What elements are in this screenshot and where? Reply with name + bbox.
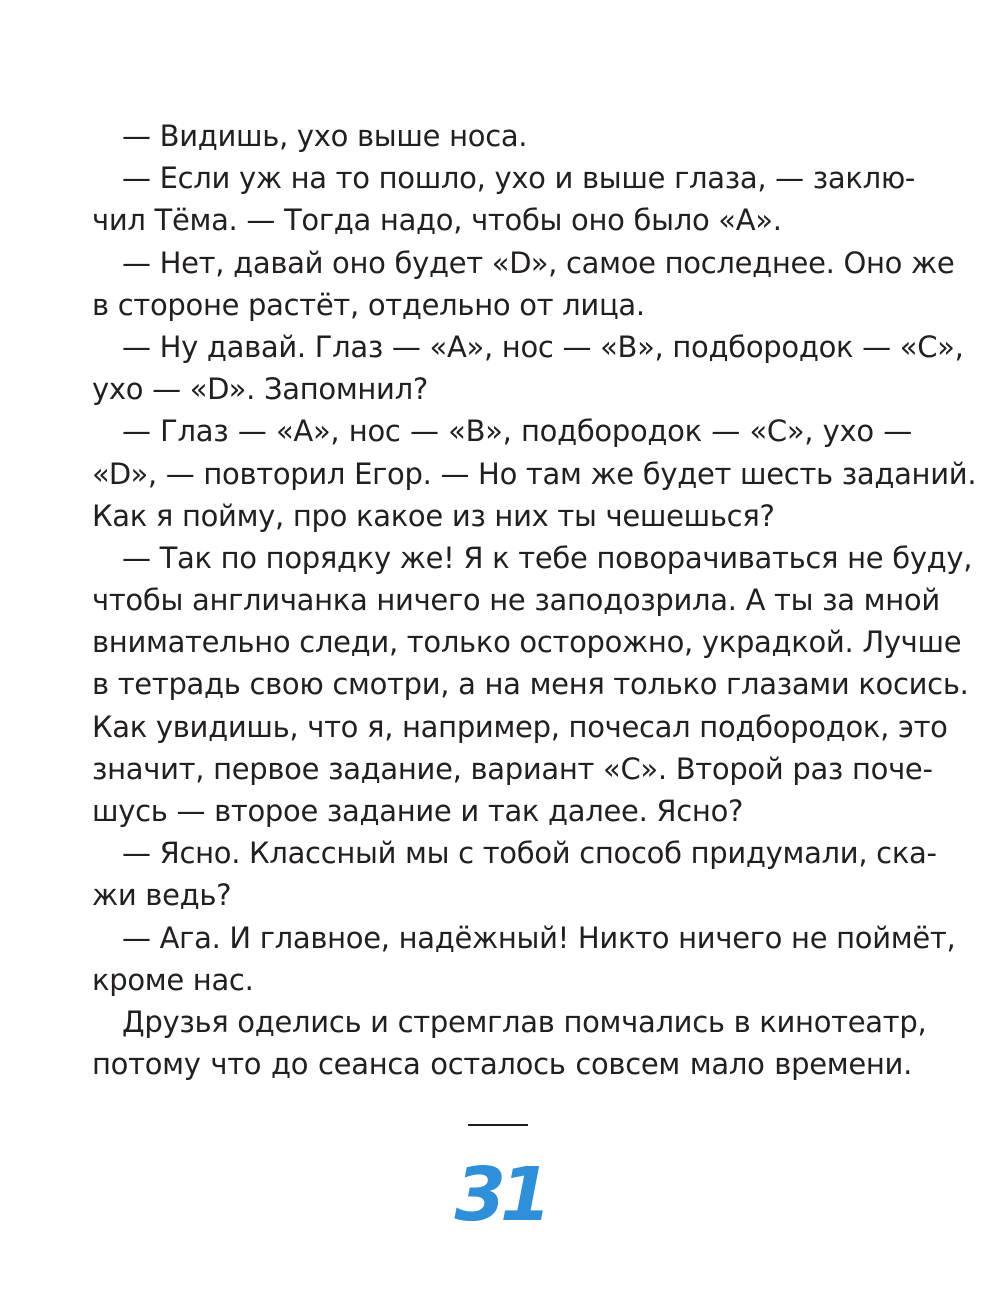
text-line: кроме нас. xyxy=(92,962,254,997)
text-line: внимательно следи, только осторожно, украдкой. Лучше xyxy=(92,625,962,660)
text-line: в стороне растёт, отдельно от лица. xyxy=(92,287,645,322)
text-line: значит, первое задание, вариант «С». Второй раз поче- xyxy=(92,751,933,786)
text-line: «D», — повторил Егор. — Но там же будет шесть заданий. xyxy=(92,456,977,491)
text-line: Друзья оделись и стремглав помчались в кинотеатр, xyxy=(122,1004,927,1039)
text-line: ухо — «D». Запомнил? xyxy=(92,372,428,407)
text-line: потому что до сеанса осталось совсем мало времени. xyxy=(92,1047,912,1082)
text-line: — Видишь, ухо выше носа. xyxy=(122,119,528,153)
text-line: Как я пойму, про какое из них ты чешешься? xyxy=(92,498,775,533)
text-line: чтобы англичанка ничего не заподозрила. А ты за мной xyxy=(92,583,940,618)
text-body xyxy=(92,115,977,1085)
text-line: — Глаз — «А», нос — «В», подбородок — «С», ухо — xyxy=(122,414,912,449)
text-line: шусь — второе задание и так далее. Ясно? xyxy=(92,794,744,828)
text-line: — Нет, давай оно будет «D», самое последнее. Оно же xyxy=(122,245,955,280)
text-line: Как увидишь, что я, например, почесал подбородок, это xyxy=(92,709,948,744)
text-line: — Так по порядку же! Я к тебе поворачиваться не буду, xyxy=(122,540,973,575)
page-number-divider xyxy=(468,1124,528,1126)
text-line: — Ясно. Классный мы с тобой способ придумали, ска- xyxy=(122,836,937,871)
text-line: чил Тёма. — Тогда надо, чтобы оно было «А». xyxy=(92,203,782,238)
text-line: — Ага. И главное, надёжный! Никто ничего не поймёт, xyxy=(122,920,956,955)
text-line: — Ну давай. Глаз — «А», нос — «В», подбородок — «С», xyxy=(122,329,964,364)
text-line: — Если уж на то пошло, ухо и выше глаза, — заклю- xyxy=(122,161,916,196)
page-number xyxy=(440,1140,560,1240)
page-number-text: 31 xyxy=(454,1152,546,1238)
text-line: жи ведь? xyxy=(92,878,232,913)
text-line: в тетрадь свою смотри, а на меня только глазами косись. xyxy=(92,667,969,702)
